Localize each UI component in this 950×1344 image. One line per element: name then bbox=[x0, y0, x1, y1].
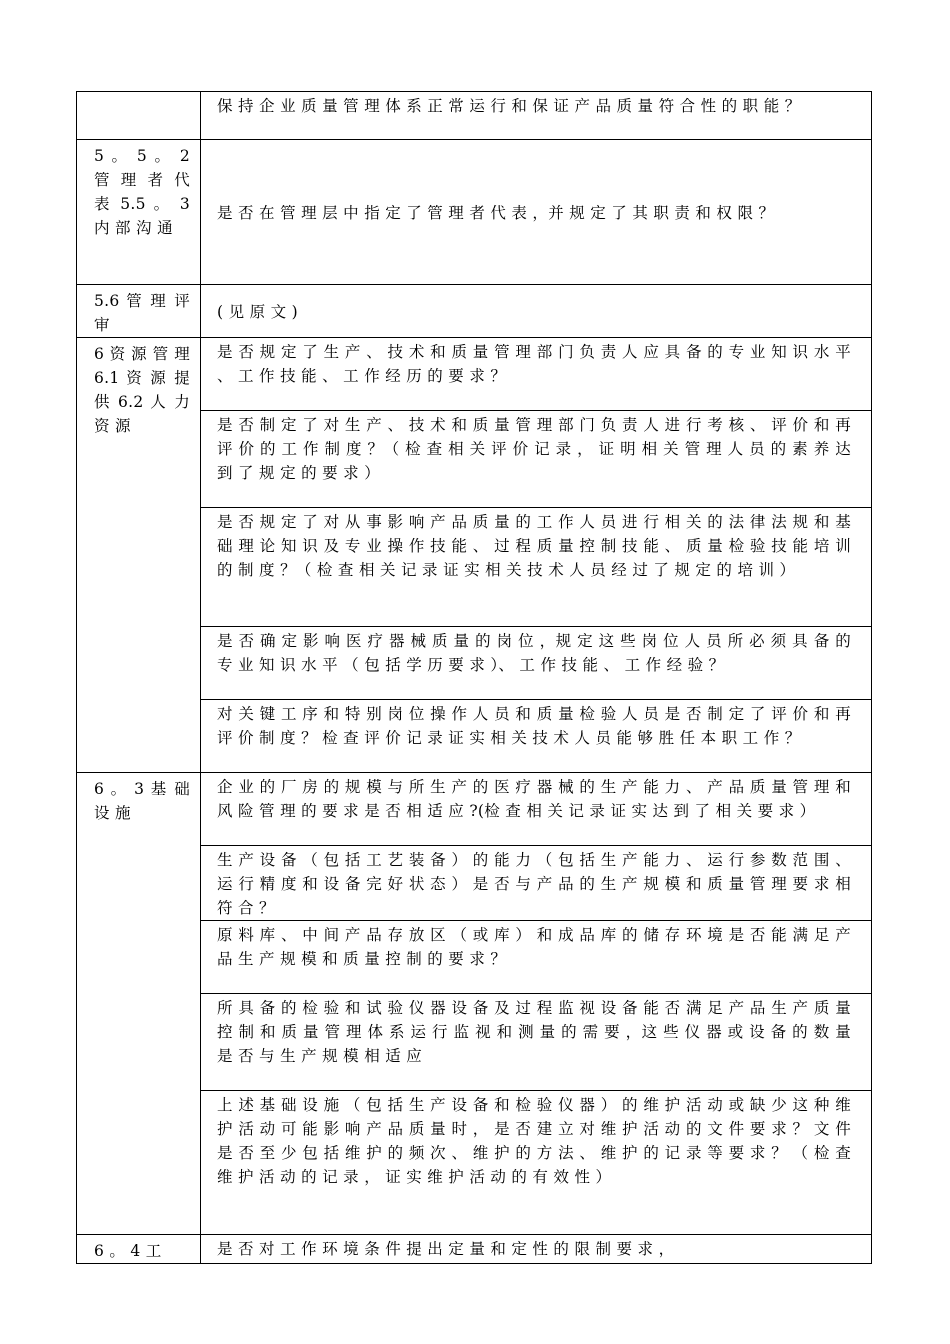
clause-text: 5.6 管 理 评 审 bbox=[94, 292, 196, 334]
clause-cell bbox=[77, 773, 201, 1235]
question-cell bbox=[201, 773, 872, 846]
question-text: 是 否 对 工 作 环 境 条 件 提 出 定 量 和 定 性 的 限 制 要 求 ， bbox=[217, 1240, 675, 1258]
clause-cell bbox=[77, 1235, 201, 1264]
question-text: 是 否 规 定 了 对 从 事 影 响 产 品 质 量 的 工 作 人 员 进 行 相 关 的 法 律 法 规 和 基 础 理 论 知 识 及 专 业 操 作 技 能 、 过 程 质 量 控 制 技 能 、 质 量 检 验 技 能 培 训 的 制 度 ？（ 检 查 相 关 记 录 证 实 相 关 技 术 人 员 经 过 了 规 定 的 培 训 ） bbox=[217, 513, 857, 579]
clause-text: 6 。 3 基 础 设 施 bbox=[94, 780, 196, 822]
checklist-table bbox=[76, 91, 872, 1264]
clause-cell bbox=[77, 285, 201, 338]
question-text: 是 否 制 定 了 对 生 产 、 技 术 和 质 量 管 理 部 门 负 责 人 进 行 考 核 、 评 价 和 再 评 价 的 工 作 制 度 ？（ 检 查 相 关 评 价 记 录 ， 证 明 相 关 管 理 人 员 的 素 养 达 到 了 规 定 的 要 求 ） bbox=[217, 416, 857, 482]
question-cell bbox=[201, 1235, 872, 1264]
question-text: 是 否 在 管 理 层 中 指 定 了 管 理 者 代 表 ，并 规 定 了 其 职 责 和 权 限 ？ bbox=[217, 204, 775, 222]
table-row bbox=[77, 773, 872, 846]
clause-text: 6 。 4 工 bbox=[94, 1242, 162, 1260]
question-text: 是 否 规 定 了 生 产 、 技 术 和 质 量 管 理 部 门 负 责 人 应 具 备 的 专 业 知 识 水 平 、 工 作 技 能 、 工 作 经 历 的 要 求 ？ bbox=[217, 343, 857, 385]
clause-text bbox=[77, 92, 200, 96]
clause-cell bbox=[77, 92, 201, 140]
question-text: 对 关 键 工 序 和 特 别 岗 位 操 作 人 员 和 质 量 检 验 人 员 是 否 制 定 了 评 价 和 再 评 价 制 度 ？ 检 查 评 价 记 录 证 实 相 关 技 术 人 员 能 够 胜 任 本 职 工 作 ？ bbox=[217, 705, 857, 747]
clause-cell bbox=[77, 338, 201, 773]
table-row bbox=[77, 140, 872, 285]
question-text: 生 产 设 备 （ 包 括 工 艺 装 备 ） 的 能 力 （ 包 括 生 产 能 力 、 运 行 参 数 范 围 、 运 行 精 度 和 设 备 完 好 状 态 ） 是 否 与 产 品 的 生 产 规 模 和 质 量 管 理 要 求 相 符 合 ？ bbox=[217, 851, 857, 917]
question-text: 上 述 基 础 设 施 （ 包 括 生 产 设 备 和 检 验 仪 器 ） 的 维 护 活 动 或 缺 少 这 种 维 护 活 动 可 能 影 响 产 品 质 量 时 ， 是 否 建 立 对 维 护 活 动 的 文 件 要 求 ？ 文 件 是 否 至 少 包 括 维 护 的 频 次 、 维 护 的 方 法 、 维 护 的 记 录 等 要 求 ？ （ 检 查 维 护 活 动 的 记 录 ， 证 实 维 护 活 动 的 有 效 性 ） bbox=[217, 1096, 857, 1186]
table-row bbox=[77, 285, 872, 338]
question-text: 保 持 企 业 质 量 管 理 体 系 正 常 运 行 和 保 证 产 品 质 量 符 合 性 的 职 能 ？ bbox=[217, 97, 801, 115]
question-text: 企 业 的 厂 房 的 规 模 与 所 生 产 的 医 疗 器 械 的 生 产 能 力 、 产 品 质 量 管 理 和 风 险 管 理 的 要 求 是 否 相 适 应 ?(检 查 相 关 记 录 证 实 达 到 了 相 关 要 求 ） bbox=[217, 778, 857, 820]
question-cell bbox=[201, 921, 872, 994]
question-cell bbox=[201, 700, 872, 773]
question-cell bbox=[201, 140, 872, 285]
question-cell bbox=[201, 508, 872, 627]
question-cell bbox=[201, 92, 872, 140]
question-cell bbox=[201, 411, 872, 508]
question-cell bbox=[201, 627, 872, 700]
question-text: 是 否 确 定 影 响 医 疗 器 械 质 量 的 岗 位 ，规 定 这 些 岗 位 人 员 所 必 须 具 备 的 专 业 知 识 水 平 （ 包 括 学 历 要 求 ）、 工 作 技 能 、 工 作 经 验 ？ bbox=[217, 632, 857, 674]
question-cell bbox=[201, 338, 872, 411]
table-row bbox=[77, 338, 872, 411]
clause-cell bbox=[77, 140, 201, 285]
question-cell bbox=[201, 994, 872, 1091]
question-cell bbox=[201, 1091, 872, 1235]
clause-text: 6 资 源 管 理 6.1 资 源 提 供 6.2 人 力 资 源 bbox=[94, 345, 196, 435]
clause-text: 5 。 5 。 2 管 理 者 代 表 5.5 。 3 内 部 沟 通 bbox=[94, 147, 196, 237]
table-row bbox=[77, 92, 872, 140]
question-cell bbox=[201, 846, 872, 921]
table-row bbox=[77, 1235, 872, 1264]
question-text: ( 见 原 文 ) bbox=[217, 303, 299, 321]
question-text: 原 料 库 、 中 间 产 品 存 放 区 （ 或 库 ） 和 成 品 库 的 储 存 环 境 是 否 能 满 足 产 品 生 产 规 模 和 质 量 控 制 的 要 求 ？ bbox=[217, 926, 857, 968]
question-cell bbox=[201, 285, 872, 338]
question-text: 所 具 备 的 检 验 和 试 验 仪 器 设 备 及 过 程 监 视 设 备 能 否 满 足 产 品 生 产 质 量 控 制 和 质 量 管 理 体 系 运 行 监 视 和 测 量 的 需 要 ，这 些 仪 器 或 设 备 的 数 量 是 否 与 生 产 规 模 相 适 应 bbox=[217, 999, 857, 1065]
